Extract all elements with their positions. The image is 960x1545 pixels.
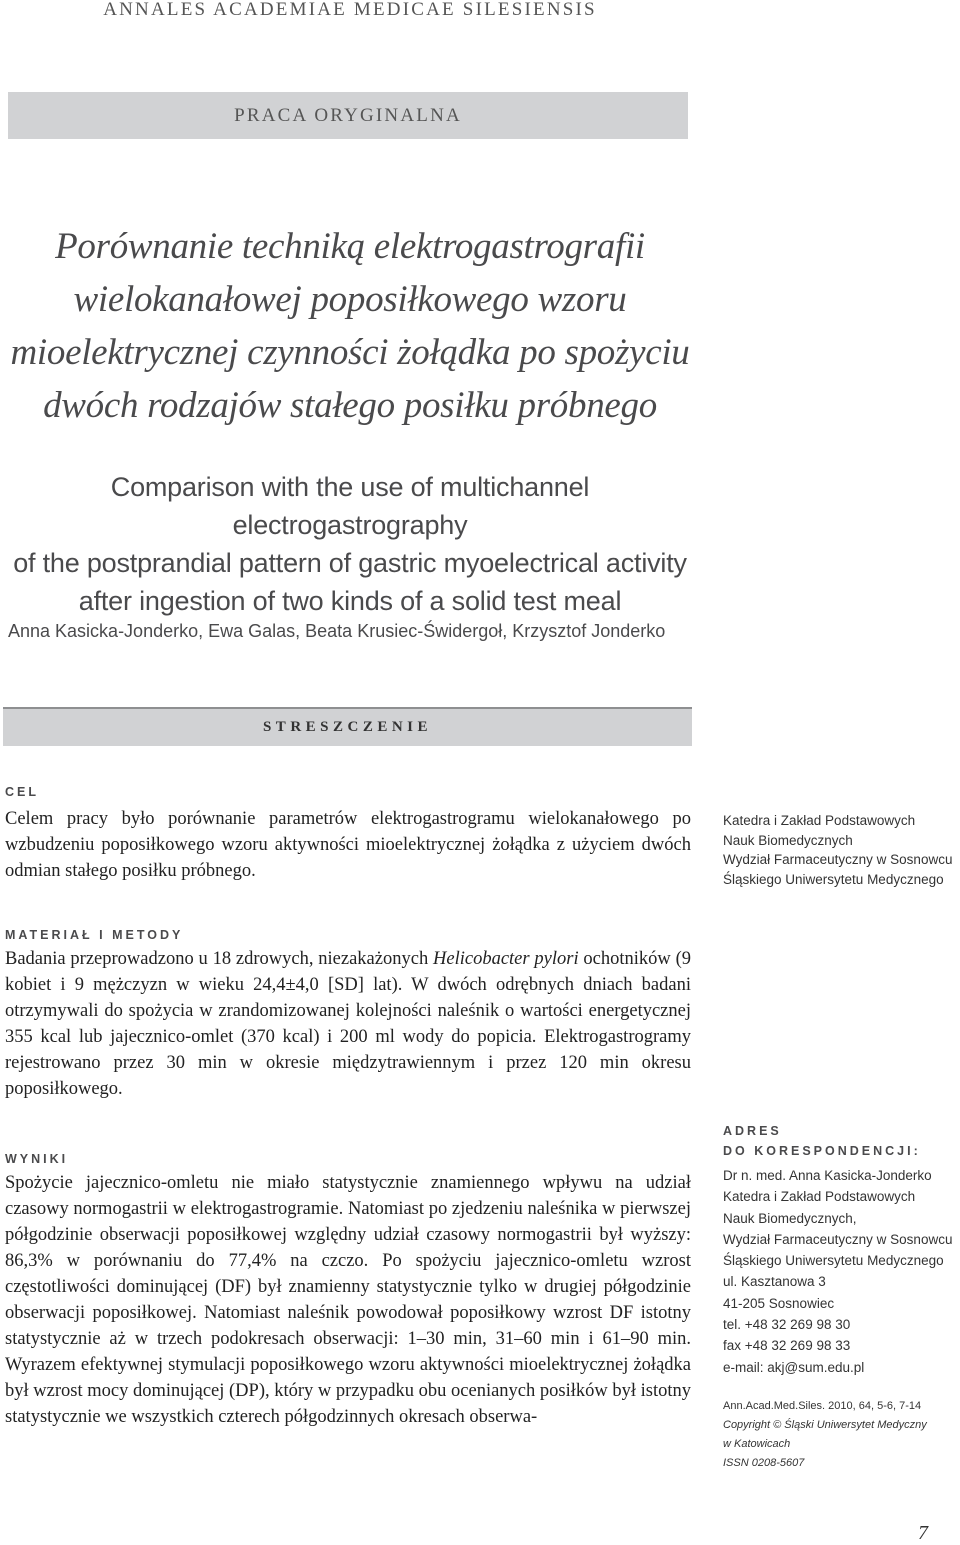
correspondence-line: tel. +48 32 269 98 30	[723, 1317, 851, 1333]
correspondence-address	[723, 1165, 960, 1378]
metody-text-part: ochotników (9 kobiet i 9 mężczyzn w wieku 24,4±4,0 [SD] lat). W dwóch odrębnych dniach badani otrzymywali do spożycia w zrandomizowanej kolejności naleśnik o wartości energetycznej 355 kcal lub jajecznico-omlet (370 kcal) i 200 ml wody do popicia. Elektrogastrogramy rejestrowano przez 30 min w okresie międzytrawiennym i przez 120 min okresu poposiłkowego.	[5, 949, 692, 1099]
article-type-label: PRACA ORYGINALNA	[234, 104, 462, 126]
abstract-heading: STRESZCZENIE	[262, 719, 433, 735]
title-pl-line: Porównanie techniką elektrogastrografii	[55, 226, 645, 267]
correspondence-heading-2: DO KORESPONDENCJI:	[723, 1144, 921, 1158]
section-heading-metody: MATERIAŁ I METODY	[5, 928, 184, 942]
authors: Anna Kasicka-Jonderko, Ewa Galas, Beata Krusiec-Świdergoł, Krzysztof Jonderko	[8, 621, 666, 641]
section-heading-cel: CEL	[5, 785, 39, 799]
title-en-line: of the postprandial pattern of gastric myoelectrical activity	[13, 548, 687, 578]
affiliation	[723, 811, 960, 889]
correspondence-line: Śląskiego Uniwersytetu Medycznego	[723, 1253, 944, 1269]
section-text-cel: Celem pracy było porównanie parametrów elektrogastrogramu wielokanałowego po wzbudzeniu poposiłkowego wzoru aktywności mioelektrycznej żołądka z użyciem dwóch odmian stałego posiłku próbnego.	[5, 809, 691, 881]
title-pl-line: mioelektrycznej czynności żołądka po spożyciu	[10, 332, 690, 373]
title-english	[0, 468, 700, 620]
title-en-line: after ingestion of two kinds of a solid test meal	[78, 586, 622, 616]
correspondence-line: Nauk Biomedycznych,	[723, 1210, 857, 1226]
title-pl-line: dwóch rodzajów stałego posiłku próbnego	[43, 385, 657, 426]
affiliation-line: Nauk Biomedycznych	[723, 832, 853, 848]
affiliation-line: Wydział Farmaceutyczny w Sosnowcu	[723, 852, 953, 867]
title-polish	[0, 220, 700, 432]
copyright-line: Copyright © Śląski Uniwersytet Medyczny	[723, 1419, 927, 1431]
affiliation-line: Śląskiego Uniwersytetu Medycznego	[723, 871, 944, 887]
abstract-banner	[3, 707, 692, 746]
correspondence-line: Katedra i Zakład Podstawowych	[723, 1189, 916, 1205]
copyright-line: w Katowicach	[723, 1438, 791, 1450]
article-type-banner	[8, 92, 688, 139]
page-number: 7	[918, 1522, 928, 1544]
title-pl-line: wielokanałowej poposiłkowego wzoru	[73, 279, 627, 320]
section-text-metody	[5, 946, 691, 1102]
publication-info	[723, 1397, 960, 1473]
correspondence-line: ul. Kasztanowa 3	[723, 1274, 826, 1290]
issn: ISSN 0208-5607	[723, 1457, 805, 1469]
affiliation-line: Katedra i Zakład Podstawowych	[723, 813, 916, 828]
correspondence-email[interactable]: e-mail: akj@sum.edu.pl	[723, 1359, 865, 1375]
correspondence-line: fax +48 32 269 98 33	[723, 1338, 851, 1354]
citation: Ann.Acad.Med.Siles. 2010, 64, 5-6, 7-14	[723, 1400, 922, 1412]
section-heading-wyniki: WYNIKI	[5, 1152, 69, 1166]
title-en-line: Comparison with the use of multichannel electrogastrography	[110, 472, 590, 540]
journal-name: ANNALES ACADEMIAE MEDICAE SILESIENSIS	[103, 0, 597, 20]
metody-text-part: Badania przeprowadzono u 18 zdrowych, niezakażonych	[5, 949, 434, 969]
correspondence-line: Dr n. med. Anna Kasicka-Jonderko	[723, 1168, 932, 1183]
correspondence-line: Wydział Farmaceutyczny w Sosnowcu	[723, 1231, 953, 1247]
section-text-wyniki: Spożycie jajecznico-omletu nie miało statystycznie znamiennego wpływu na udział czasowy normogastrii w elektrogastrogramie. Natomiast po zjedzeniu naleśnika w pierwszej półgodzinie obserwacji poposiłkowej względny udział czasowy normogastrii był wyższy: 86,3% w porównaniu do 77,4% na czczo. Po spożyciu jajecznico-omletu wzrost częstotliwości dominującej (DF) był znamienny statystycznie tylko w drugiej półgodzinie obserwacji poposiłkowej. Natomiast naleśnik powodował poposiłkowy wzrost DF istotny statystycznie aż w trzech podokresach obserwacji: 1–30 min, 31–60 min i 61–90 min. Wyrazem efektywnej stymulacji poposiłkowego wzoru aktywności mioelektrycznej żołądka był wzrost mocy dominującej (DP), który w przypadku obu ocenianych posiłków był istotny statystycznie we wszystkich czterech półgodzinnych okresach obserwa-	[5, 1173, 691, 1427]
correspondence-heading: ADRES	[723, 1124, 782, 1138]
metody-italic-species: Helicobacter pylori	[433, 949, 579, 969]
correspondence-line: 41-205 Sosnowiec	[723, 1295, 835, 1311]
